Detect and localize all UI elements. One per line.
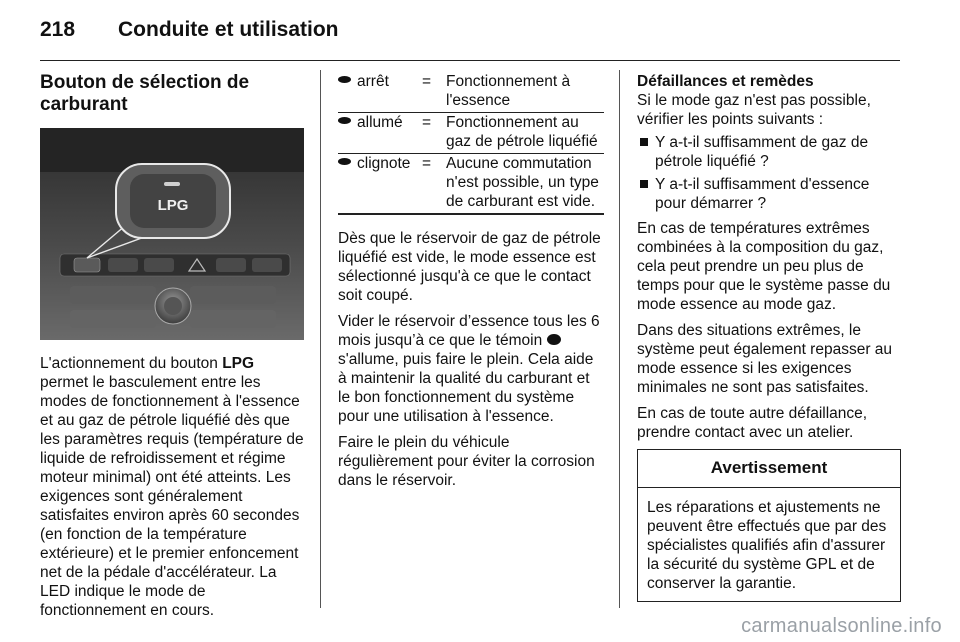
list-item: Y a-t-il suffisamment de gaz de pétrole liquéfié ? — [637, 133, 901, 171]
check-list — [637, 133, 901, 213]
led-icon — [338, 158, 351, 165]
para-refuel-regularly: Faire le plein du véhicule régulièrement pour éviter la corrosion dans le réservoir. — [338, 434, 595, 489]
subsection-title: Défaillances et remèdes — [637, 73, 814, 90]
warning-text: Les réparations et ajustements ne peuvent être effectués que par des spécialistes qualifiés afin d'assurer la sécurité du système GPL et de conserver la garantie. — [647, 499, 887, 592]
page-number: 218 — [40, 18, 76, 41]
para-lpg-button: L'actionnement du bouton LPG permet le basculement entre les modes de fonctionnement à l'essence et au gaz de pétrole liquéfié dès que les paramètres requis (température de liquide de refroidissement et régime moteur minimal) ont été atteints. Les exigences sont généralement satisfaites environ après 60 secondes (en fonction de la température extérieure) et le premier enfoncement net de la pédale d'accélérateur. La LED indique le mode de fonctionnement en cours. — [40, 355, 304, 619]
photo-lpg-label: LPG — [157, 197, 189, 214]
column-divider-1 — [320, 70, 321, 608]
para-contact-workshop: En cas de toute autre défaillance, prendre contact avec un atelier. — [637, 405, 868, 441]
para-extreme-temperatures: En cas de températures extrêmes combinées à la composition du gaz, cela peut prendre un peu plus de temps pour que le système passe du mode essence au mode gaz. — [637, 220, 891, 313]
troubleshoot-intro: Si le mode gaz n'est pas possible, vérifier les points suivants : — [637, 92, 871, 128]
watermark: carmanualsonline.info — [741, 615, 942, 637]
list-item: Y a-t-il suffisamment d'essence pour démarrer ? — [637, 175, 901, 213]
page-title: Conduite et utilisation — [118, 18, 339, 41]
table-row: allumé = Fonctionnement au gaz de pétrole liquéfié — [338, 113, 604, 154]
para-empty-tank-interval: Vider le réservoir d’essence tous les 6 mois jusqu’à ce que le témoin s'allume, puis faire le plein. Cela aide à maintenir la qualité du carburant et le bon fonctionnement du système pour une utilisation à l'essence. — [338, 313, 600, 425]
column-1 — [40, 72, 304, 620]
column-3 — [637, 72, 901, 602]
table-row: clignote = Aucune commutation n'est possible, un type de carburant est vide. — [338, 154, 604, 215]
header-rule — [40, 60, 900, 61]
column-divider-2 — [619, 70, 620, 608]
led-icon — [338, 76, 351, 83]
fuel-warning-led-icon — [547, 334, 561, 345]
led-state-table — [338, 72, 604, 215]
lpg-label: LPG — [222, 355, 255, 372]
section-title: Bouton de sélection de carburant — [40, 72, 250, 115]
lpg-button-photo — [40, 128, 304, 340]
page-header — [40, 18, 339, 42]
column-2 — [338, 72, 604, 497]
table-row: arrêt = Fonctionnement à l'essence — [338, 72, 604, 113]
warning-title: Avertissement — [638, 450, 900, 488]
para-extreme-situations: Dans des situations extrêmes, le système peut également repasser au mode essence si les exigences minimales ne sont pas satisfaites. — [637, 322, 893, 396]
para-tank-empty: Dès que le réservoir de gaz de pétrole liquéfié est vide, le mode essence est sélectionné jusqu'à ce que le contact soit coupé. — [338, 230, 601, 304]
led-icon — [338, 117, 351, 124]
warning-box — [637, 449, 901, 602]
